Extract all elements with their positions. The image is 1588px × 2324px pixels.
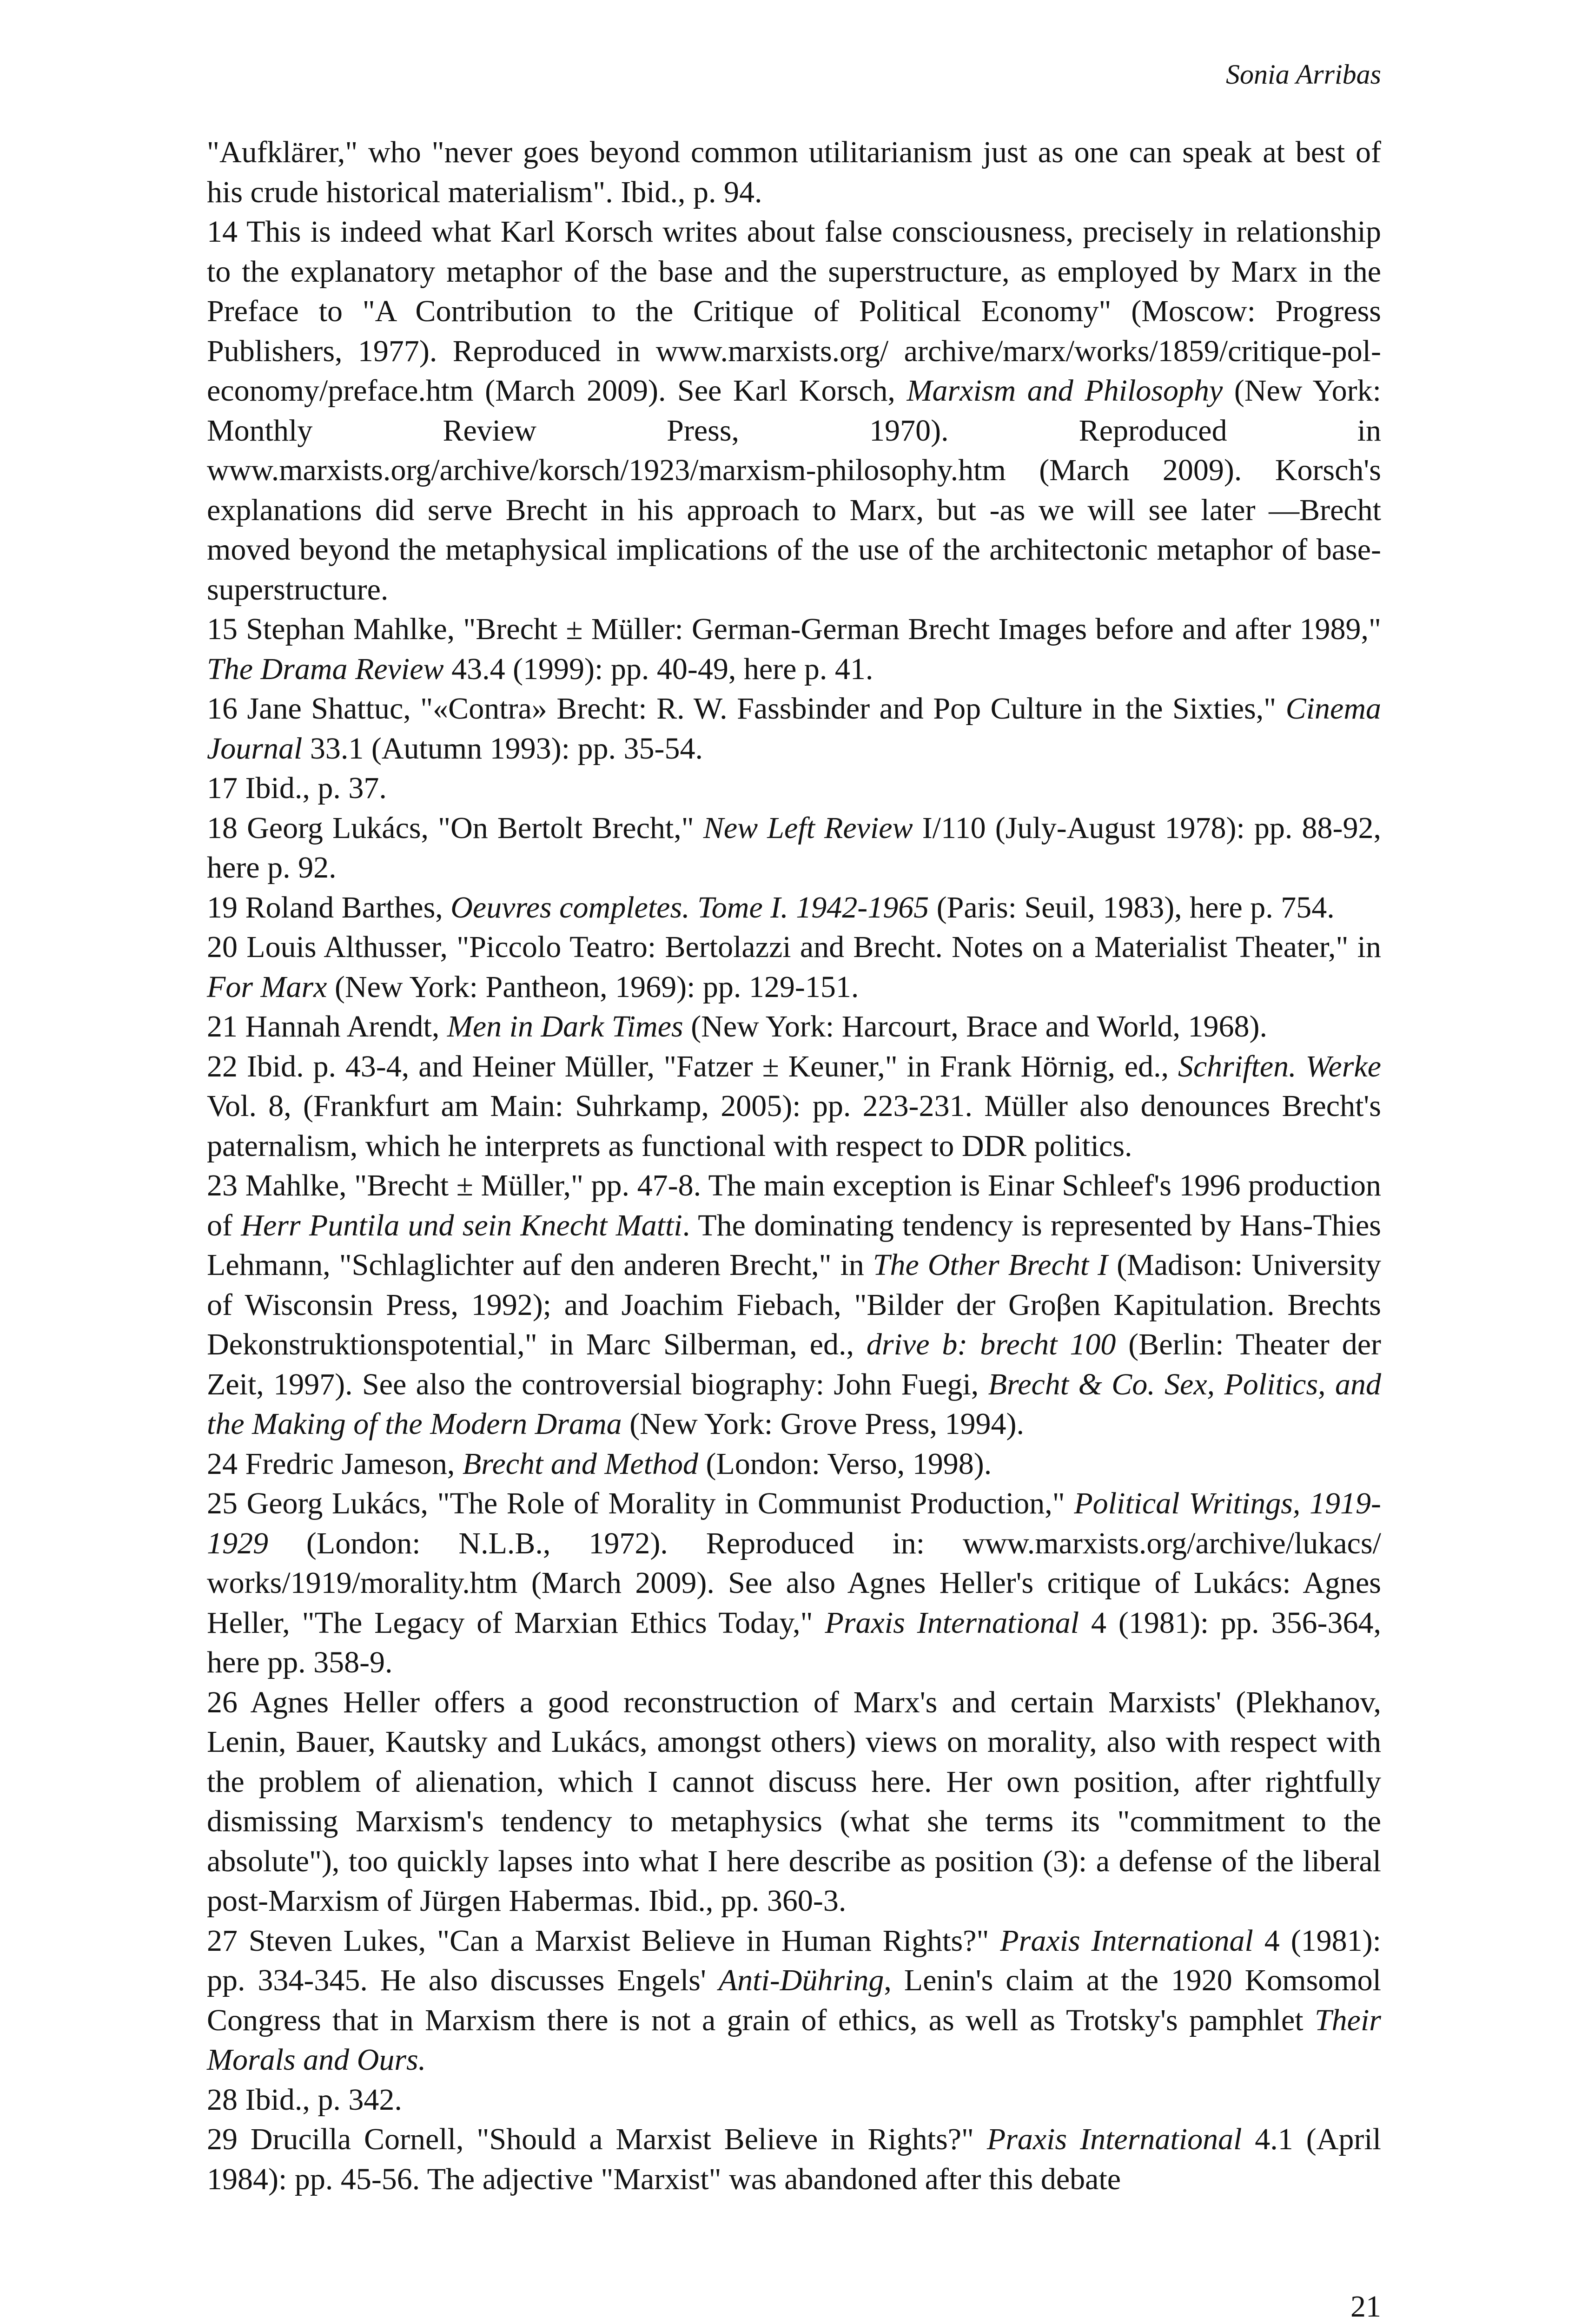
endnote-18 xyxy=(207,808,1381,888)
endnote-text: (New York: Harcourt, Brace and World, 1968). xyxy=(683,1010,1268,1043)
endnote-text: 28 Ibid., p. 342. xyxy=(207,2082,402,2117)
endnote-24 xyxy=(207,1444,1381,1484)
endnote-text: 24 Fredric Jameson, xyxy=(207,1446,463,1481)
endnote-italic-text: Anti-Dühring xyxy=(718,1963,884,1997)
endnote-text: 25 Georg Lukács, "The Role of Morality in Communist Production," xyxy=(207,1486,1074,1520)
endnote-text: (Paris: Seuil, 1983), here p. 754. xyxy=(929,890,1335,924)
running-head-author: Sonia Arribas xyxy=(1226,59,1381,90)
endnote-text: 4 (1981): pp. 334-345. He also discusses Engels' xyxy=(207,1923,1381,1997)
endnote-italic-text: The Drama Review xyxy=(207,652,444,686)
endnote-text: 14 This is indeed what Karl Korsch writes about false consciousness, precisely in relationship to the explanatory metaphor of the base and the superstructure, as employed by Marx in the Preface to "A Contribution to the Critique of Political Economy" (Moscow: Progress Publishers, 1977). Reproduced in www.marxists.org/ archive/marx/works/1859/critique-pol-economy/preface.htm (March 2009). See Karl Korsch, xyxy=(207,215,1381,408)
endnote-text: 17 Ibid., p. 37. xyxy=(207,771,387,805)
endnote-text: (Berlin: Theater der Zeit, 1997). See also the controversial biography: John Fuegi, xyxy=(207,1327,1381,1401)
endnote-text: 19 Roland Barthes, xyxy=(207,890,451,924)
endnote-text: 43.4 (1999): pp. 40-49, here p. 41. xyxy=(443,652,873,686)
endnote-italic-text: Their Morals and Ours. xyxy=(207,2003,1381,2077)
endnote-continuation xyxy=(207,132,1381,212)
endnote-22 xyxy=(207,1047,1381,1166)
endnote-italic-text: Herr Puntila und sein Knecht Matti xyxy=(241,1208,682,1242)
endnote-text: (New York: Grove Press, 1994). xyxy=(622,1407,1024,1441)
endnote-italic-text: Political Writings, 1919-1929 xyxy=(207,1486,1381,1560)
endnote-text: 26 Agnes Heller offers a good reconstruction of Marx's and certain Marxists' (Plekhanov, Lenin, Bauer, Kautsky and Lukács, amongst others) views on morality, also with respect with the problem of alienation, which I cannot discuss here. Her own position, after rightfully dismissing Marxism's tendency to metaphysics (what she terms its "commitment to the absolute"), too quickly lapses into what I here describe as position (3): a defense of the liberal post-Marxism of Jürgen Habermas. Ibid., pp. 360-3. xyxy=(207,1685,1381,1918)
endnote-15 xyxy=(207,609,1381,689)
endnote-26 xyxy=(207,1683,1381,1921)
endnote-17 xyxy=(207,768,1381,808)
endnote-text: (London: Verso, 1998). xyxy=(698,1446,992,1481)
endnote-text: I/110 (July-August 1978): pp. 88-92, here p. 92. xyxy=(207,811,1381,885)
endnote-text: 22 Ibid. p. 43-4, and Heiner Müller, "Fatzer ± Keuner," in Frank Hörnig, ed., xyxy=(207,1049,1178,1083)
endnote-italic-text: Oeuvres completes. Tome I. 1942-1965 xyxy=(450,890,929,924)
endnote-italic-text: Schriften. Werke xyxy=(1178,1049,1381,1083)
endnote-text: (London: N.L.B., 1972). Reproduced in: www.marxists.org/archive/lukacs/ works/1919/morality.htm (March 2009). See also Agnes Heller's critique of Lukács: Agnes Heller, "The Legacy of Marxian Ethics Today," xyxy=(207,1526,1381,1640)
endnote-italic-text: New Left Review xyxy=(703,811,913,845)
endnote-italic-text: Praxis International xyxy=(1000,1923,1253,1958)
endnote-text: "Aufklärer," who "never goes beyond common utilitarianism just as one can speak at best of his crude historical materialism". Ibid., p. 94. xyxy=(207,135,1381,209)
endnote-29 xyxy=(207,2119,1381,2199)
endnote-italic-text: For Marx xyxy=(207,970,327,1004)
endnote-italic-text: Brecht and Method xyxy=(462,1446,698,1481)
endnote-italic-text: Cinema Journal xyxy=(207,692,1381,766)
endnote-text: 20 Louis Althusser, "Piccolo Teatro: Bertolazzi and Brecht. Notes on a Materialist Theater," in xyxy=(207,930,1381,964)
endnote-italic-text: The Other Brecht I xyxy=(873,1248,1108,1282)
endnote-27 xyxy=(207,1921,1381,2080)
endnote-text: , Lenin's claim at the 1920 Komsomol Congress that in Marxism there is not a grain of ethics, as well as Trotsky's pamphlet xyxy=(207,1963,1381,2037)
endnote-italic-text: Brecht & Co. Sex, Politics, and the Making of the Modern Drama xyxy=(207,1367,1381,1441)
endnote-25 xyxy=(207,1484,1381,1683)
endnote-20 xyxy=(207,927,1381,1007)
endnote-italic-text: Marxism and Philosophy xyxy=(906,374,1223,408)
endnote-text: 4.1 (April 1984): pp. 45-56. The adjective "Marxist" was abandoned after this debate xyxy=(207,2122,1381,2196)
endnote-text: 18 Georg Lukács, "On Bertolt Brecht," xyxy=(207,811,703,845)
endnote-italic-text: Praxis International xyxy=(986,2122,1242,2156)
endnote-text: 27 Steven Lukes, "Can a Marxist Believe in Human Rights?" xyxy=(207,1923,1000,1958)
endnote-text: Vol. 8, (Frankfurt am Main: Suhrkamp, 2005): pp. 223-231. Müller also denounces Brecht's paternalism, which he interprets as functional with respect to DDR politics. xyxy=(207,1089,1381,1163)
endnote-italic-text: Men in Dark Times xyxy=(447,1010,683,1043)
endnote-text: 29 Drucilla Cornell, "Should a Marxist Believe in Rights?" xyxy=(207,2122,987,2156)
endnote-text: . The dominating tendency is represented by Hans-Thies Lehmann, "Schlaglichter auf den anderen Brecht," in xyxy=(207,1208,1381,1282)
endnote-23 xyxy=(207,1166,1381,1444)
endnote-21 xyxy=(207,1007,1381,1047)
endnote-text: (Madison: University of Wisconsin Press, 1992); and Joachim Fiebach, "Bilder der Groβen Kapitulation. Brechts Dekonstruktionspotential," in Marc Silberman, ed., xyxy=(207,1248,1381,1361)
endnote-text: 23 Mahlke, "Brecht ± Müller," pp. 47-8. The main exception is Einar Schleef's 1996 production of xyxy=(207,1169,1381,1242)
endnote-text: 33.1 (Autumn 1993): pp. 35-54. xyxy=(302,731,703,766)
endnote-14 xyxy=(207,212,1381,609)
endnote-text: 21 Hannah Arendt, xyxy=(207,1010,447,1043)
endnote-text: (New York: Monthly Review Press, 1970). Reproduced in www.marxists.org/archive/korsch/1923/marxism-philosophy.htm (March 2009). Korsch's explanations did serve Brecht in his approach to Marx, but -as we will see later —Brecht moved beyond the metaphysical implications of the use of the architectonic metaphor of base-superstructure. xyxy=(207,374,1381,607)
endnote-text: 4 (1981): pp. 356-364, here pp. 358-9. xyxy=(207,1605,1381,1679)
endnote-text: 15 Stephan Mahlke, "Brecht ± Müller: German-German Brecht Images before and after 1989," xyxy=(207,612,1381,646)
endnote-28 xyxy=(207,2080,1381,2120)
endnote-italic-text: Praxis International xyxy=(825,1605,1079,1640)
page-number: 21 xyxy=(1350,2290,1381,2324)
endnote-text: (New York: Pantheon, 1969): pp. 129-151. xyxy=(327,970,859,1004)
endnote-text: 16 Jane Shattuc, "«Contra» Brecht: R. W. Fassbinder and Pop Culture in the Sixties," xyxy=(207,692,1286,726)
endnotes-list xyxy=(207,132,1381,2199)
endnote-19 xyxy=(207,888,1381,928)
endnote-16 xyxy=(207,689,1381,768)
endnote-italic-text: drive b: brecht 100 xyxy=(866,1327,1116,1361)
